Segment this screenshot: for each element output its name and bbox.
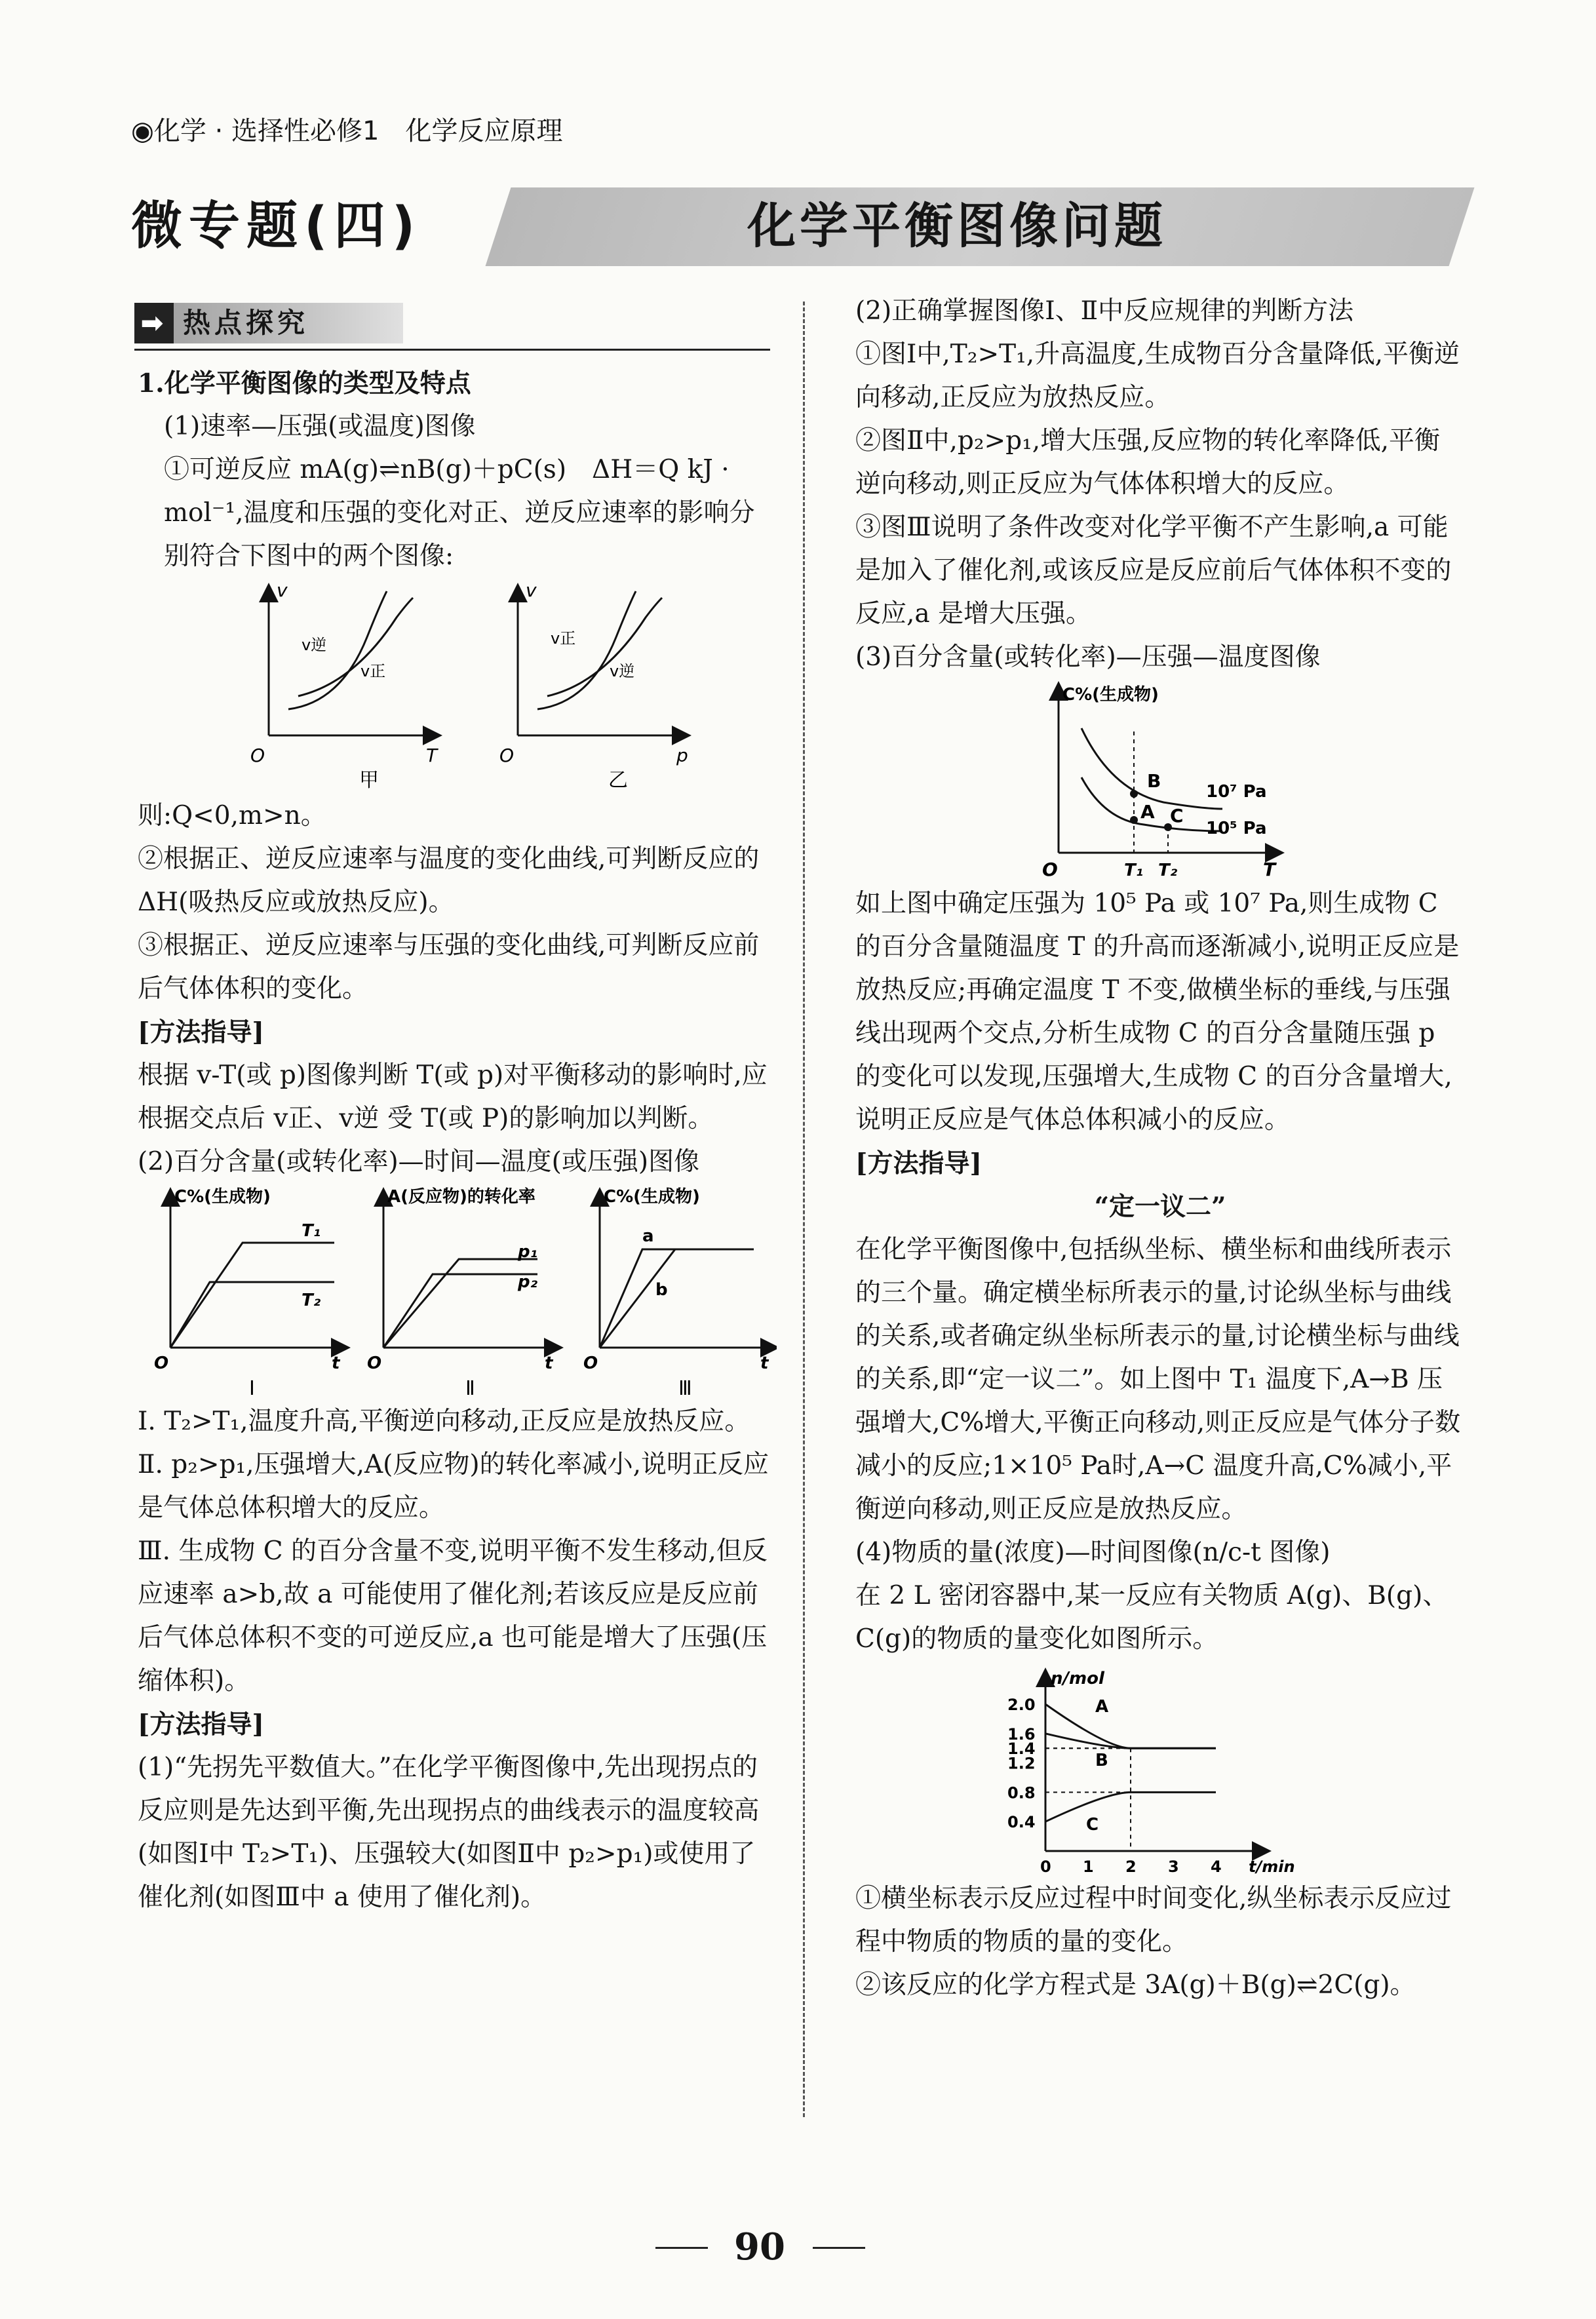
- nt-label-b: B: [1095, 1751, 1108, 1770]
- ptc-label-1e7: 10⁷ Pa: [1206, 782, 1267, 802]
- ptc-origin: O: [1042, 859, 1058, 880]
- g1-caption: Ⅰ: [249, 1377, 255, 1400]
- nt-x-tick-3: 3: [1168, 1858, 1179, 1876]
- s4-title: (4)物质的量(浓度)—时间图像(n/c-t 图像): [855, 1538, 1331, 1567]
- jia-caption: 甲: [359, 769, 379, 792]
- g2-x-label: t: [545, 1354, 553, 1373]
- ptc-curve-1e7: [1081, 728, 1222, 809]
- ptc-label-1e5: 10⁵ Pa: [1206, 819, 1267, 838]
- nt-series: [1045, 1704, 1216, 1851]
- g2-line-p2: [383, 1274, 537, 1348]
- s2-title: (2)百分含量(或转化率)—时间—温度(或压强)图像: [138, 1147, 700, 1177]
- nt-y-tick-3: 1.2: [1007, 1754, 1036, 1773]
- ptc-label-b: B: [1147, 770, 1161, 792]
- g3-y-label: C%(生成物): [604, 1187, 700, 1207]
- nt-series-A: [1045, 1704, 1216, 1748]
- yi-curve-label-2: v逆: [610, 662, 635, 680]
- section-tag: [134, 303, 403, 343]
- yi-y-label: v: [526, 579, 537, 601]
- method-2-text: (1)“先拐先平数值大。”在化学平衡图像中,先出现拐点的反应则是先达到平衡,先出现拐点的曲线表示的温度较高(如图Ⅰ中 T₂>T₁)、压强较大(如图Ⅱ中 p₂>p₁)或使用了催化剂(如图Ⅲ中 a 使用了催化剂)。: [138, 1753, 760, 1912]
- nt-x-tick-4: 4: [1211, 1858, 1222, 1876]
- topic-banner: [131, 184, 1462, 269]
- ptc-label-a: A: [1140, 801, 1155, 823]
- g2-caption: Ⅱ: [465, 1377, 475, 1400]
- g3-x-label: t: [760, 1354, 769, 1373]
- section-tag-label: 热点探究: [183, 307, 309, 339]
- nt-x-tick-1: 1: [1083, 1858, 1094, 1876]
- nt-x-tick-0: 0: [1040, 1858, 1051, 1876]
- method-3-subtitle: “定一议二”: [1094, 1192, 1226, 1222]
- nt-y-tick-4: 0.8: [1007, 1783, 1036, 1803]
- s4-point-2: ②该反应的化学方程式是 3A(g)＋B(g)⇌2C(g)。: [855, 1970, 1416, 2000]
- ptc-point-b: [1130, 790, 1138, 798]
- g1-origin: O: [154, 1354, 169, 1373]
- s1-paragraph-3: ③根据正、逆反应速率与压强的变化曲线,可判断反应前后气体体积的变化。: [138, 931, 760, 1004]
- g3-line-a: [600, 1249, 754, 1348]
- banner-title: 化学平衡图像问题: [747, 198, 1167, 254]
- jia-curve-label-1: v逆: [302, 636, 327, 654]
- ptc-x-label: T: [1263, 859, 1276, 880]
- jia-curve-label-2: v正: [360, 662, 386, 680]
- ptc-point-a: [1130, 816, 1138, 824]
- method-3-title: [方法指导]: [855, 1148, 982, 1179]
- yi-curve-label-1: v正: [551, 629, 576, 648]
- right-column: [855, 290, 1465, 2007]
- method-1-title: [方法指导]: [138, 1017, 264, 1047]
- s2-case-1: Ⅰ. T₂>T₁,温度升高,平衡逆向移动,正反应是放热反应。: [138, 1407, 750, 1436]
- g2-series-1: p₁: [518, 1242, 537, 1262]
- g1-x-label: t: [332, 1354, 340, 1373]
- time-charts: [138, 1184, 777, 1400]
- column-divider: [803, 302, 805, 2117]
- running-header: ◉化学 · 选择性必修1 化学反应原理: [131, 116, 563, 146]
- s2-case-3: Ⅲ. 生成物 C 的百分含量不变,说明平衡不发生移动,但反应速率 a>b,故 a 可能使用了催化剂;若该反应是反应前后气体总体积不变的可逆反应,a 也可能是增大了压强(压缩体积)。: [138, 1536, 768, 1696]
- g3-series-1: a: [642, 1226, 654, 1246]
- g3-origin: O: [583, 1354, 598, 1373]
- rate-charts: [138, 578, 777, 794]
- g2-origin: O: [367, 1354, 382, 1373]
- nt-series-B: [1045, 1734, 1216, 1748]
- s1-paragraph-1: ①可逆反应 mA(g)⇌nB(g)＋pC(s) ΔH＝Q kJ · mol⁻¹,温度和压强的变化对正、逆反应速率的影响分别符合下图中的两个图像:: [164, 455, 755, 571]
- nt-y-tick-2: 1.4: [1007, 1740, 1036, 1759]
- s3-title: (3)百分含量(或转化率)—压强—温度图像: [855, 642, 1321, 672]
- s2b-point-2: ②图Ⅱ中,p₂>p₁,增大压强,反应物的转化率降低,平衡逆向移动,则正反应为气体体积增大的反应。: [855, 426, 1440, 499]
- nt-y-label: n/mol: [1051, 1669, 1104, 1688]
- amount-time-chart: [855, 1661, 1465, 1877]
- nt-label-a: A: [1095, 1697, 1109, 1717]
- nt-y-tick-5: 0.4: [1007, 1813, 1036, 1832]
- nt-x-label: t/min: [1249, 1858, 1295, 1876]
- page-number-dash-right: [813, 2247, 865, 2249]
- s2b-title: (2)正确掌握图像Ⅰ、Ⅱ中反应规律的判断方法: [855, 296, 1354, 326]
- left-column: [138, 362, 777, 1919]
- s4-text: 在 2 L 密闭容器中,某一反应有关物质 A(g)、B(g)、C(g)的物质的量变化如图所示。: [855, 1581, 1449, 1654]
- g2-y-label: A(反应物)的转化率: [387, 1187, 535, 1207]
- s2b-point-3: ③图Ⅲ说明了条件改变对化学平衡不产生影响,a 可能是加入了催化剂,或该反应是反应前后气体体积不变的反应,a 是增大压强。: [855, 513, 1452, 629]
- nt-y-tick-1: 1.6: [1007, 1725, 1036, 1744]
- arrow-right-icon: ➡: [134, 303, 174, 343]
- method-1-text: 根据 v-T(或 p)图像判断 T(或 p)对平衡移动的影响时,应根据交点后 v正、v逆 受 T(或 P)的影响加以判断。: [138, 1061, 768, 1133]
- s2-case-2: Ⅱ. p₂>p₁,压强增大,A(反应物)的转化率减小,说明正反应是气体总体积增大的反应。: [138, 1450, 769, 1523]
- jia-x-label: T: [426, 745, 438, 766]
- method-3-text: 在化学平衡图像中,包括纵坐标、横坐标和曲线所表示的三个量。确定横坐标所表示的量,讨论纵坐标与曲线的关系,或者确定纵坐标所表示的量,讨论横坐标与曲线的关系,即“定一议二”。如上图中 T₁ 温度下,A→B 压强增大,C%增大,平衡正向移动,则正反应是气体分子数减小的反应;1×10⁵ Pa时,A→C 温度升高,C%减小,平衡逆向移动,则正反应是放热反应。: [855, 1235, 1461, 1524]
- g1-series-2: T₂: [302, 1291, 321, 1310]
- g2-series-2: p₂: [518, 1272, 537, 1292]
- ptc-t2-label: T₂: [1158, 861, 1178, 880]
- ptc-t1-label: T₁: [1124, 861, 1144, 880]
- yi-x-label: p: [676, 745, 688, 766]
- ptc-label-c: C: [1170, 805, 1184, 827]
- g1-y-label: C%(生成物): [174, 1187, 271, 1207]
- page-number: 90: [734, 2225, 785, 2269]
- s4-point-1: ①横坐标表示反应过程中时间变化,纵坐标表示反应过程中物质的物质的量的变化。: [855, 1884, 1452, 1957]
- s1-result: 则:Q<0,m>n。: [138, 801, 326, 830]
- nt-label-c: C: [1086, 1815, 1099, 1835]
- jia-y-label: v: [277, 579, 288, 601]
- method-2-title: [方法指导]: [138, 1709, 264, 1740]
- nt-x-tick-2: 2: [1125, 1858, 1137, 1876]
- s1-title: (1)速率—压强(或温度)图像: [164, 412, 476, 441]
- section-rule: [134, 349, 770, 351]
- yi-origin: O: [499, 745, 515, 766]
- s3-text: 如上图中确定压强为 10⁵ Pa 或 10⁷ Pa,则生成物 C 的百分含量随温度 T 的升高而逐渐减小,说明正反应是放热反应;再确定温度 T 不变,做横坐标的垂线,与压强线出现两个交点,分析生成物 C 的百分含量随压强 p 的变化可以发现,压强增大,生成物 C 的百分含量增大,说明正反应是气体总体积减小的反应。: [855, 889, 1460, 1135]
- ptc-y-label: C%(生成物): [1062, 685, 1159, 705]
- heading-1: 1.化学平衡图像的类型及特点: [138, 368, 471, 399]
- s2b-point-1: ①图Ⅰ中,T₂>T₁,升高温度,生成物百分含量降低,平衡逆向移动,正反应为放热反应。: [855, 340, 1460, 412]
- g3-series-2: b: [655, 1280, 668, 1300]
- jia-origin: O: [250, 745, 265, 766]
- s1-paragraph-2: ②根据正、逆反应速率与温度的变化曲线,可判断反应的 ΔH(吸热反应或放热反应)。: [138, 844, 760, 917]
- g1-series-1: T₁: [302, 1221, 321, 1241]
- page-number-dash-left: [655, 2247, 708, 2249]
- g2-line-p1: [383, 1259, 537, 1348]
- pressure-temperature-chart: [855, 679, 1465, 882]
- banner-series-label: 微专题(四): [131, 197, 422, 256]
- nt-y-tick-0: 2.0: [1007, 1696, 1036, 1714]
- g3-caption: Ⅲ: [678, 1377, 692, 1400]
- nt-y-ticks: [1007, 1696, 1036, 1831]
- yi-caption: 乙: [608, 769, 628, 792]
- nt-x-ticks: [1040, 1858, 1222, 1876]
